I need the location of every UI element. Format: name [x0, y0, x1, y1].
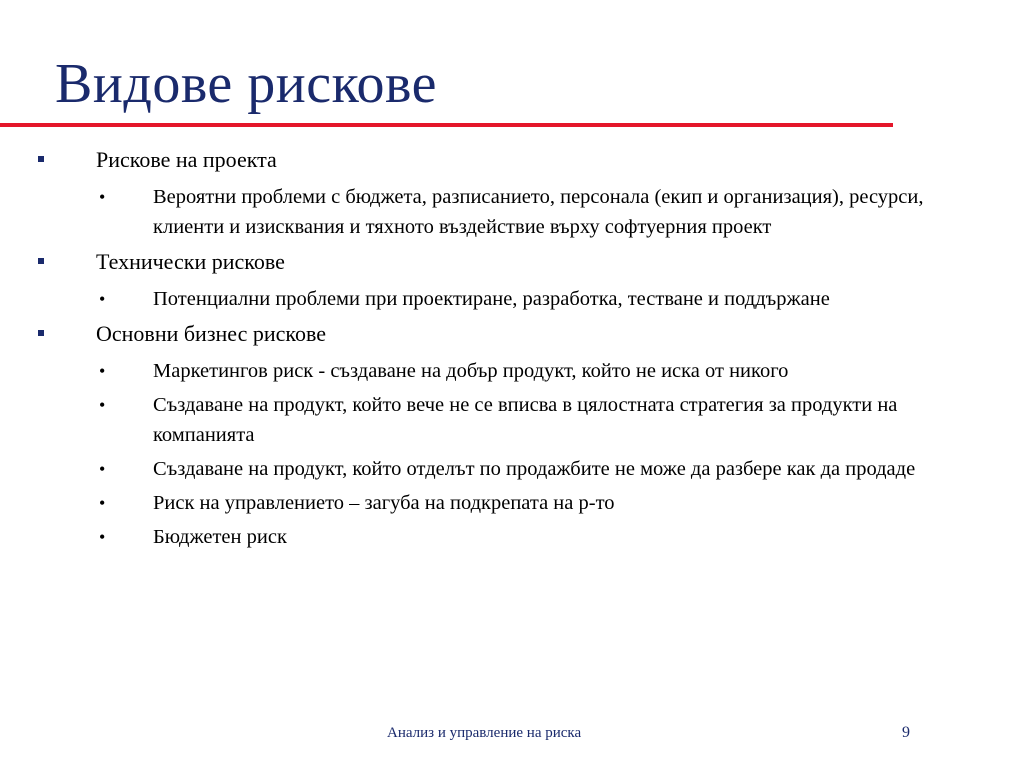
list-item-text: Вероятни проблеми с бюджета, разписанието, персонала (екип и организация), ресурси, клиенти и изисквания и тяхното въздействие върху софтуерния проект	[153, 186, 924, 238]
footer-title: Анализ и управление на риска	[387, 725, 582, 741]
bullet-icon: •	[99, 527, 106, 547]
list-item-text: Бюджетен риск	[153, 526, 287, 548]
section-business-risks	[0, 318, 1024, 350]
bullet-icon: •	[99, 493, 106, 513]
slide-content	[0, 144, 1024, 556]
list-item-text: Създаване на продукт, който отделът по продажбите не може да разбере как да продаде	[153, 458, 916, 480]
section-heading: Основни бизнес рискове	[96, 321, 327, 346]
square-bullet-icon	[38, 258, 44, 264]
list-item	[0, 356, 1024, 386]
list-item-text: Риск на управлението – загуба на подкрепата на р-то	[153, 492, 615, 514]
list-item-text: Създаване на продукт, който вече не се вписва в цялостната стратегия за продукти на компанията	[153, 394, 898, 446]
section-project-risks	[0, 144, 1024, 176]
bullet-icon: •	[99, 187, 106, 207]
bullet-icon: •	[99, 459, 106, 479]
list-item	[0, 522, 1024, 552]
list-item	[0, 182, 1024, 242]
slide-title: Видове рискове	[55, 53, 437, 115]
bullet-icon: •	[99, 395, 106, 415]
list-item	[0, 284, 1024, 314]
square-bullet-icon	[38, 156, 44, 162]
section-heading: Технически рискове	[96, 249, 285, 274]
bullet-icon: •	[99, 289, 106, 309]
list-item	[0, 454, 1024, 484]
page-number: 9	[902, 724, 910, 741]
title-underline	[0, 123, 893, 127]
list-item	[0, 488, 1024, 518]
bullet-icon: •	[99, 361, 106, 381]
list-item-text: Маркетингов риск - създаване на добър продукт, който не иска от никого	[153, 360, 789, 382]
section-technical-risks	[0, 246, 1024, 278]
square-bullet-icon	[38, 330, 44, 336]
section-heading: Рискове на проекта	[96, 147, 277, 172]
list-item-text: Потенциални проблеми при проектиране, разработка, тестване и поддържане	[153, 288, 830, 310]
list-item	[0, 390, 1024, 450]
